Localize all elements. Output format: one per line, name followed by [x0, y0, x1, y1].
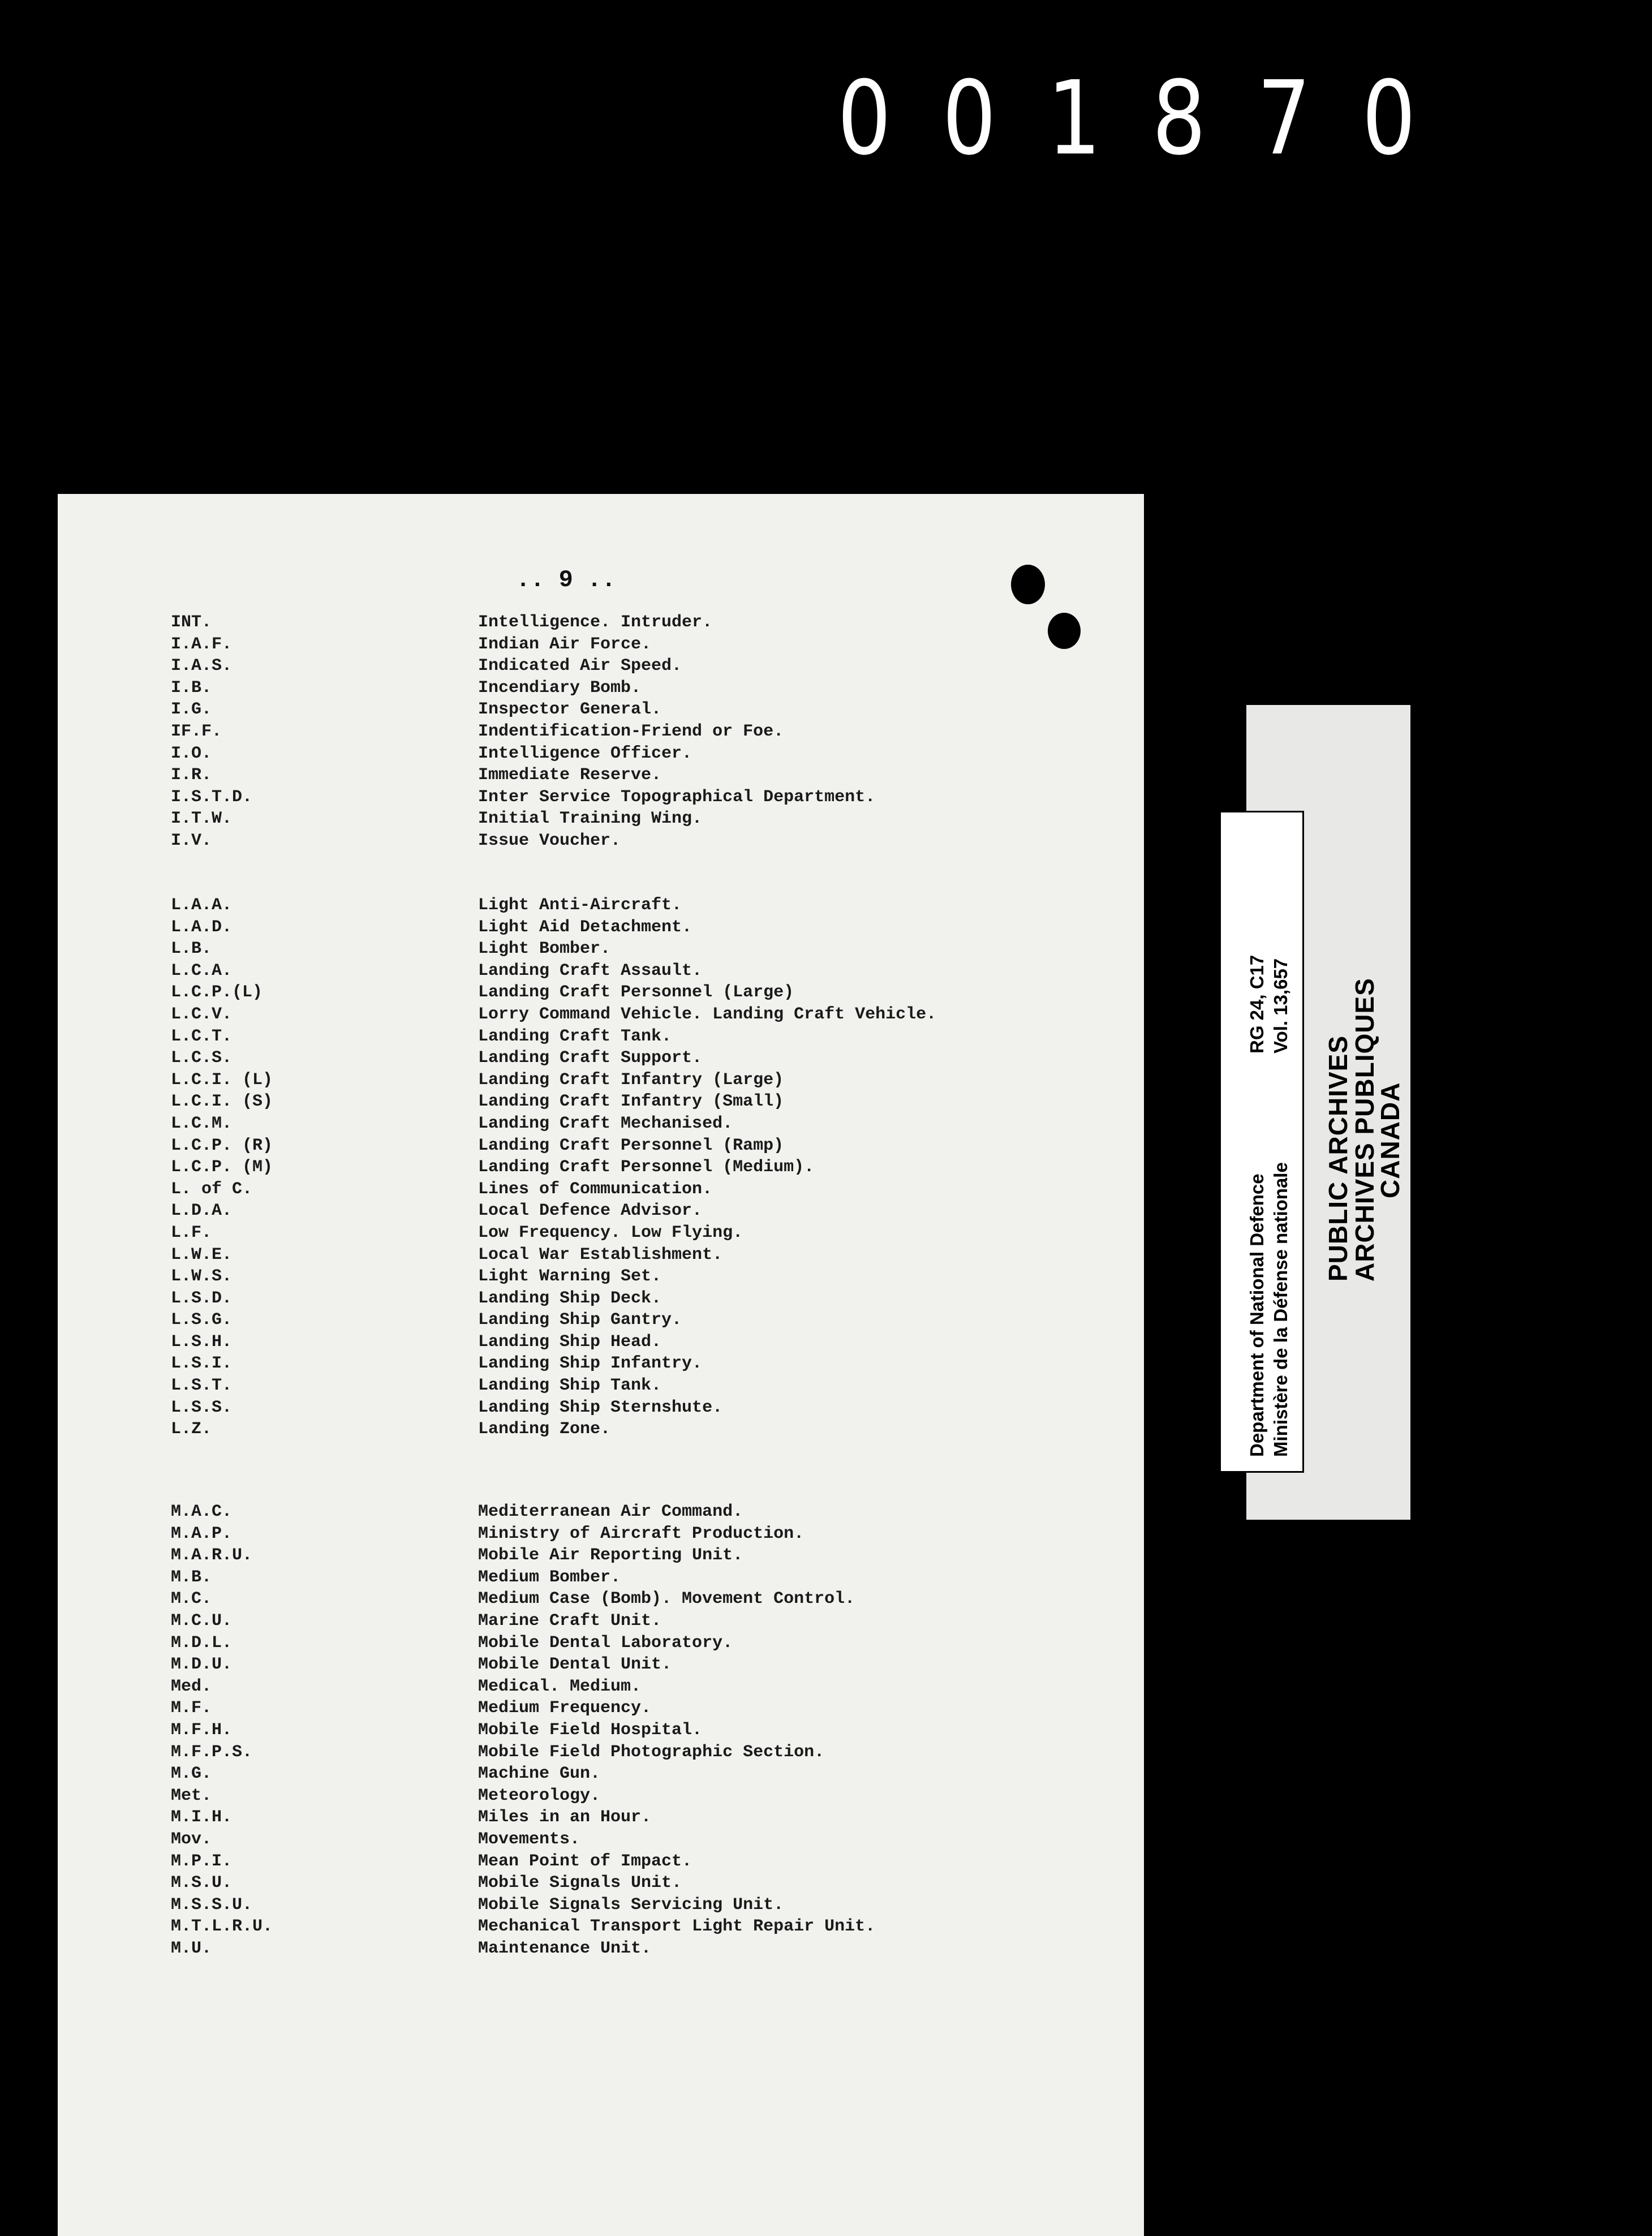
abbreviation-row — [171, 1288, 1104, 1310]
abbreviation: M.T.L.R.U. — [171, 1917, 273, 1937]
abbreviation-row — [171, 1331, 1104, 1353]
abbreviation-row — [171, 699, 1104, 721]
definition: Inter Service Topographical Department. — [478, 787, 876, 807]
abbreviation-row — [171, 1829, 1104, 1851]
abbreviation: I.V. — [171, 831, 212, 850]
abbreviation: L.C.P.(L) — [171, 983, 263, 1003]
ink-blot — [1011, 565, 1045, 604]
definition: Landing Craft Infantry (Large) — [478, 1070, 784, 1090]
abbreviation: I.A.S. — [171, 656, 233, 676]
frame-number: 001870 — [837, 59, 1467, 178]
definition: Landing Craft Personnel (Large) — [478, 983, 794, 1003]
abbreviation-row — [171, 1719, 1104, 1742]
abbreviation-row — [171, 1545, 1104, 1567]
abbreviation-row — [171, 1135, 1104, 1157]
definition: Local Defence Advisor. — [478, 1201, 703, 1221]
abbreviation: M.F. — [171, 1698, 212, 1718]
abbreviation: L.S.I. — [171, 1354, 233, 1374]
abbreviation-row — [171, 743, 1104, 765]
definition: Landing Ship Gantry. — [478, 1310, 682, 1330]
abbreviation-row — [171, 655, 1104, 677]
abbreviation-row — [171, 1004, 1104, 1026]
definition: Mechanical Transport Light Repair Unit. — [478, 1917, 876, 1937]
abbreviation-row — [171, 1523, 1104, 1545]
abbreviation-row — [171, 1397, 1104, 1419]
definition: Mediterranean Air Command. — [478, 1502, 743, 1521]
document-page — [58, 494, 1144, 2236]
abbreviation-row — [171, 1610, 1104, 1632]
definition: Light Anti-Aircraft. — [478, 896, 682, 915]
definition: Marine Craft Unit. — [478, 1611, 662, 1631]
abbreviation-row — [171, 1091, 1104, 1113]
abbreviation: L.S.H. — [171, 1332, 233, 1352]
definition: Indian Air Force. — [478, 634, 652, 654]
abbreviation: I.A.F. — [171, 634, 233, 654]
abbreviation: L.C.I. (S) — [171, 1092, 273, 1112]
abbreviation: L.W.E. — [171, 1245, 233, 1265]
definition: Medical. Medium. — [478, 1676, 642, 1696]
abbreviation-row — [171, 1697, 1104, 1719]
abbreviation-group-m — [171, 1501, 1104, 1959]
abbreviation: L.C.T. — [171, 1026, 233, 1046]
definition: Light Aid Detachment. — [478, 917, 692, 937]
abbreviation-row — [171, 677, 1104, 699]
abbreviation: M.S.U. — [171, 1873, 233, 1893]
definition: Medium Case (Bomb). Movement Control. — [478, 1589, 855, 1609]
abbreviation-row — [171, 1763, 1104, 1785]
abbreviation: L.B. — [171, 939, 212, 959]
abbreviation-row — [171, 1113, 1104, 1135]
archive-name-en: PUBLIC ARCHIVES — [1323, 1035, 1353, 1282]
definition: Ministry of Aircraft Production. — [478, 1524, 805, 1543]
abbreviation-row — [171, 808, 1104, 830]
definition: Mobile Air Reporting Unit. — [478, 1546, 743, 1566]
definition: Lorry Command Vehicle. Landing Craft Vehicle. — [478, 1004, 937, 1024]
definition: Immediate Reserve. — [478, 766, 662, 785]
abbreviation: M.A.R.U. — [171, 1546, 253, 1566]
definition: Landing Ship Sternshute. — [478, 1398, 723, 1417]
abbreviation: M.P.I. — [171, 1851, 233, 1871]
definition: Incendiary Bomb. — [478, 678, 642, 698]
abbreviation-row — [171, 1916, 1104, 1938]
abbreviation-row — [171, 830, 1104, 852]
abbreviation: Med. — [171, 1676, 212, 1696]
abbreviation-row — [171, 612, 1104, 634]
abbreviation: I.R. — [171, 766, 212, 785]
abbreviation-row — [171, 1047, 1104, 1069]
abbreviation-row — [171, 1938, 1104, 1960]
abbreviation: M.U. — [171, 1938, 212, 1958]
definition: Landing Zone. — [478, 1420, 611, 1439]
definition: Medium Bomber. — [478, 1567, 621, 1587]
abbreviation: L.S.S. — [171, 1398, 233, 1417]
abbreviation: L.C.A. — [171, 961, 233, 981]
definition: Intelligence. Intruder. — [478, 613, 713, 632]
definition: Mobile Field Photographic Section. — [478, 1742, 825, 1762]
abbreviation-row — [171, 1807, 1104, 1829]
abbreviation: M.D.U. — [171, 1655, 233, 1675]
abbreviation-row — [171, 1026, 1104, 1048]
abbreviation-row — [171, 1418, 1104, 1440]
abbreviation-row — [171, 1179, 1104, 1201]
abbreviation: I.T.W. — [171, 809, 233, 829]
abbreviation-row — [171, 1872, 1104, 1894]
abbreviation: M.C. — [171, 1589, 212, 1609]
definition: Local War Establishment. — [478, 1245, 723, 1265]
abbreviation: M.C.U. — [171, 1611, 233, 1631]
volume-number: Vol. 13,657 — [1270, 958, 1291, 1054]
definition: Landing Craft Personnel (Medium). — [478, 1158, 815, 1177]
abbreviation: IF.F. — [171, 721, 222, 741]
definition: Mobile Dental Unit. — [478, 1655, 672, 1675]
abbreviation: M.F.P.S. — [171, 1742, 253, 1762]
definition: Initial Training Wing. — [478, 809, 703, 829]
page-number: .. 9 .. — [516, 566, 616, 594]
abbreviation: M.D.L. — [171, 1633, 233, 1653]
abbreviation: L.Z. — [171, 1420, 212, 1439]
definition: Mobile Signals Servicing Unit. — [478, 1895, 784, 1915]
abbreviation-row — [171, 764, 1104, 786]
abbreviation-row — [171, 1567, 1104, 1589]
abbreviation-row — [171, 1588, 1104, 1610]
abbreviation-row — [171, 1894, 1104, 1916]
abbreviation-row — [171, 721, 1104, 743]
abbreviation: I.B. — [171, 678, 212, 698]
definition: Landing Craft Mechanised. — [478, 1113, 733, 1133]
abbreviation-row — [171, 1309, 1104, 1331]
definition: Miles in an Hour. — [478, 1808, 652, 1828]
archive-country: CANADA — [1375, 1082, 1405, 1198]
abbreviation: L.C.V. — [171, 1004, 233, 1024]
abbreviation: L.S.D. — [171, 1288, 233, 1308]
definition: Mobile Field Hospital. — [478, 1720, 703, 1740]
department-english: Department of National Defence — [1246, 1173, 1267, 1457]
abbreviation: L.F. — [171, 1223, 212, 1242]
definition: Intelligence Officer. — [478, 743, 692, 763]
abbreviation-group-i — [171, 612, 1104, 852]
abbreviation-row — [171, 1244, 1104, 1266]
definition: Medium Frequency. — [478, 1698, 652, 1718]
definition: Mean Point of Impact. — [478, 1851, 692, 1871]
definition: Landing Ship Head. — [478, 1332, 662, 1352]
definition: Landing Ship Infantry. — [478, 1354, 703, 1374]
abbreviation-row — [171, 1654, 1104, 1676]
abbreviation-row — [171, 960, 1104, 982]
abbreviation: L.W.S. — [171, 1267, 233, 1287]
definition: Mobile Signals Unit. — [478, 1873, 682, 1893]
abbreviation: L.C.P. (R) — [171, 1136, 273, 1155]
abbreviation: M.B. — [171, 1567, 212, 1587]
abbreviation-row — [171, 1632, 1104, 1654]
definition: Landing Craft Infantry (Small) — [478, 1092, 784, 1112]
abbreviation: Mov. — [171, 1829, 212, 1849]
abbreviation-row — [171, 1222, 1104, 1244]
abbreviation: L.C.P. (M) — [171, 1158, 273, 1177]
abbreviation: I.S.T.D. — [171, 787, 253, 807]
abbreviation: L.A.D. — [171, 917, 233, 937]
abbreviation-row — [171, 634, 1104, 656]
abbreviation: M.I.H. — [171, 1808, 233, 1828]
abbreviation: L.D.A. — [171, 1201, 233, 1221]
abbreviation-row — [171, 1851, 1104, 1873]
definition: Light Bomber. — [478, 939, 611, 959]
definition: Mobile Dental Laboratory. — [478, 1633, 733, 1653]
abbreviation-row — [171, 938, 1104, 960]
abbreviation: M.F.H. — [171, 1720, 233, 1740]
definition: Landing Craft Personnel (Ramp) — [478, 1136, 784, 1155]
definition: Meteorology. — [478, 1786, 601, 1805]
abbreviation: L.A.A. — [171, 896, 233, 915]
definition: Landing Ship Deck. — [478, 1288, 662, 1308]
definition: Inspector General. — [478, 700, 662, 720]
abbreviation-row — [171, 1785, 1104, 1807]
abbreviation: L.C.I. (L) — [171, 1070, 273, 1090]
abbreviation-row — [171, 1266, 1104, 1288]
abbreviation-row — [171, 1375, 1104, 1397]
record-group: RG 24, C17 — [1246, 954, 1267, 1054]
abbreviation-row — [171, 786, 1104, 809]
definition: Landing Craft Assault. — [478, 961, 703, 981]
abbreviation: I.O. — [171, 743, 212, 763]
definition: Issue Voucher. — [478, 831, 621, 850]
archive-name-fr: ARCHIVES PUBLIQUES — [1350, 978, 1379, 1282]
abbreviation: L.C.S. — [171, 1048, 233, 1068]
definition: Indicated Air Speed. — [478, 656, 682, 676]
abbreviation-row — [171, 982, 1104, 1004]
definition: Landing Craft Support. — [478, 1048, 703, 1068]
abbreviation-row — [171, 1200, 1104, 1222]
definition: Machine Gun. — [478, 1764, 601, 1784]
definition: Landing Ship Tank. — [478, 1376, 662, 1396]
abbreviation: M.S.S.U. — [171, 1895, 253, 1915]
abbreviation: M.A.C. — [171, 1502, 233, 1521]
abbreviation-row — [171, 1069, 1104, 1091]
abbreviation-row — [171, 1676, 1104, 1698]
abbreviation: L.S.T. — [171, 1376, 233, 1396]
abbreviation: I.G. — [171, 700, 212, 720]
abbreviation: L.C.M. — [171, 1113, 233, 1133]
abbreviation: L. of C. — [171, 1179, 253, 1199]
abbreviation-row — [171, 1353, 1104, 1375]
abbreviation: Met. — [171, 1786, 212, 1805]
definition: Low Frequency. Low Flying. — [478, 1223, 743, 1242]
abbreviation: M.G. — [171, 1764, 212, 1784]
abbreviation-row — [171, 1156, 1104, 1179]
definition: Indentification-Friend or Foe. — [478, 721, 784, 741]
department-french: Ministère de la Défense nationale — [1270, 1162, 1291, 1457]
abbreviation-row — [171, 917, 1104, 939]
abbreviation-group-l — [171, 895, 1104, 1440]
abbreviation-row — [171, 1501, 1104, 1523]
definition: Maintenance Unit. — [478, 1938, 652, 1958]
abbreviation: L.S.G. — [171, 1310, 233, 1330]
definition: Light Warning Set. — [478, 1267, 662, 1287]
abbreviation-row — [171, 1742, 1104, 1764]
abbreviation: INT. — [171, 613, 212, 632]
definition: Lines of Communication. — [478, 1179, 713, 1199]
definition: Landing Craft Tank. — [478, 1026, 672, 1046]
abbreviation: M.A.P. — [171, 1524, 233, 1543]
abbreviation-row — [171, 895, 1104, 917]
definition: Movements. — [478, 1829, 580, 1849]
